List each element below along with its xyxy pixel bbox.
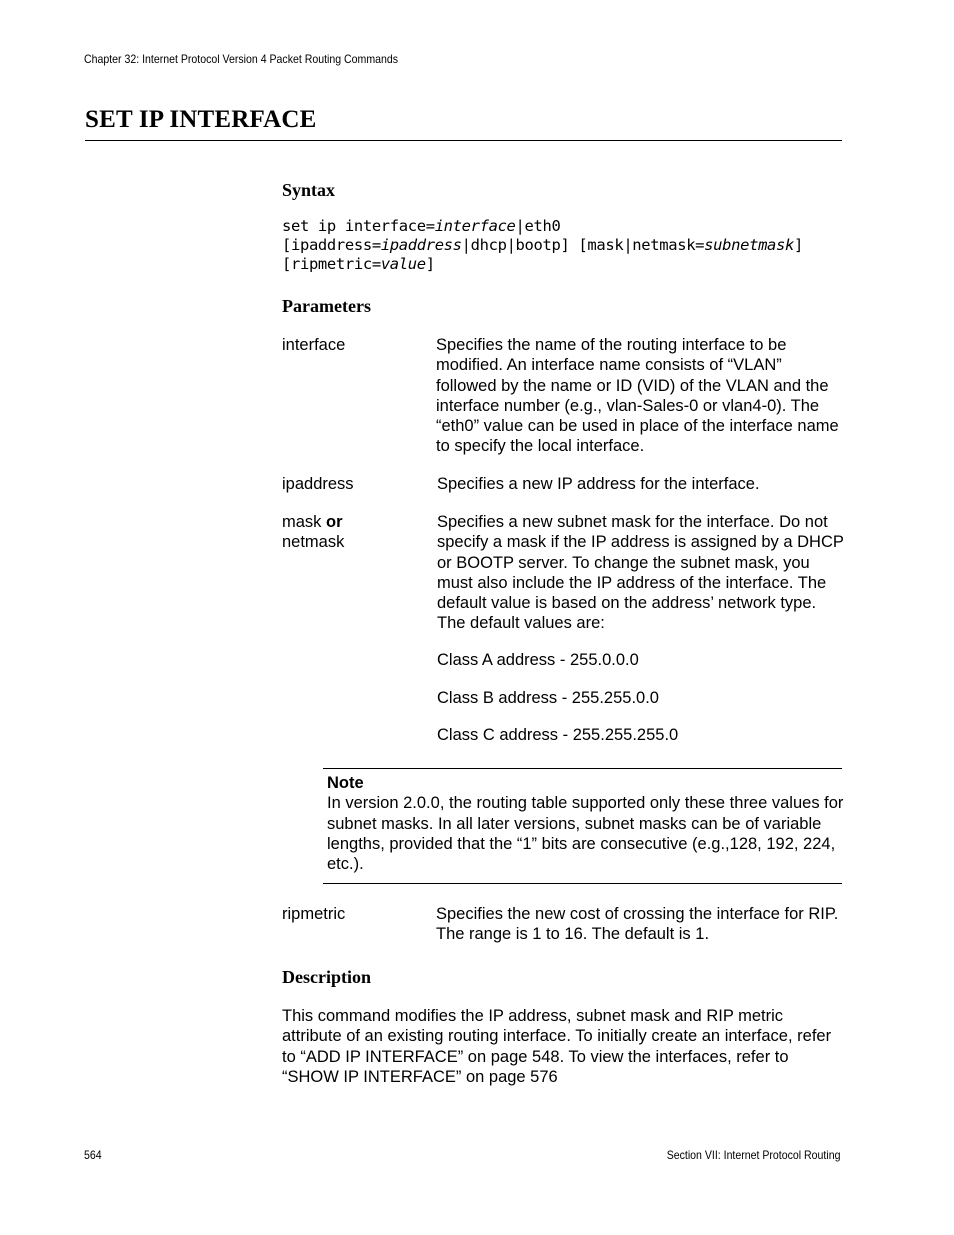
param-interface-desc: Specifies the name of the routing interface to be modified. An interface name consists of “VLAN” followed by the name or ID (VID) of the VLAN and the interface number (e.g., vlan-Sales-0 or vlan4-0). The “eth0” value can be used in place of the interface name to specify the local interface. [436, 336, 839, 456]
syntax-line3: [ripmetric=value] [282, 255, 435, 273]
param-ripmetric-desc: Specifies the new cost of crossing the interface for RIP. The range is 1 to 16. The default is 1. [436, 905, 839, 944]
syntax-line2: [ipaddress=ipaddress|dhcp|bootp] [mask|netmask=subnetmask] [282, 236, 803, 254]
title-rule [85, 140, 842, 141]
page-title: SET IP INTERFACE [85, 106, 317, 133]
description-text: This command modifies the IP address, subnet mask and RIP metric attribute of an existing routing interface. To initially create an interface, refer to “ADD IP INTERFACE” on page 548. To view the interfaces, refer to “SHOW IP INTERFACE” on page 576 [282, 1007, 832, 1086]
syntax-line1: set ip interface=interface|eth0 [282, 217, 561, 235]
note-top-rule [323, 768, 842, 769]
note-text: In version 2.0.0, the routing table supported only these three values for subnet masks. In all later versions, subnet masks can be of variable lengths, provided that the “1” bits are consecutive (e.g.,128, 192, 224, etc.). [327, 794, 844, 874]
chapter-header: Chapter 32: Internet Protocol Version 4 Packet Routing Commands [84, 52, 399, 66]
page-number: 564 [84, 1148, 102, 1162]
param-mask-desc: Specifies a new subnet mask for the interface. Do not specify a mask if the IP address is assigned by a DHCP or BOOTP server. To change the subnet mask, you must also include the IP address of the interface. The default value is based on the address’ network type. The default values are: [437, 513, 844, 633]
section-footer: Section VII: Internet Protocol Routing [666, 1148, 840, 1162]
param-interface-name: interface [282, 336, 346, 354]
param-ipaddress-desc: Specifies a new IP address for the interface. [437, 475, 760, 493]
class-c-default: Class C address - 255.255.255.0 [437, 726, 679, 744]
param-mask-name: mask or netmask [282, 513, 345, 552]
parameters-heading: Parameters [282, 296, 371, 316]
class-a-default: Class A address - 255.0.0.0 [437, 651, 639, 669]
description-heading: Description [282, 967, 371, 987]
class-b-default: Class B address - 255.255.0.0 [437, 689, 659, 707]
note-bottom-rule [323, 883, 842, 884]
note-box [327, 773, 845, 874]
param-ipaddress-name: ipaddress [282, 475, 354, 493]
param-ripmetric-name: ripmetric [282, 905, 346, 923]
syntax-block [282, 217, 803, 274]
syntax-heading: Syntax [282, 180, 336, 200]
note-label: Note [327, 774, 364, 792]
